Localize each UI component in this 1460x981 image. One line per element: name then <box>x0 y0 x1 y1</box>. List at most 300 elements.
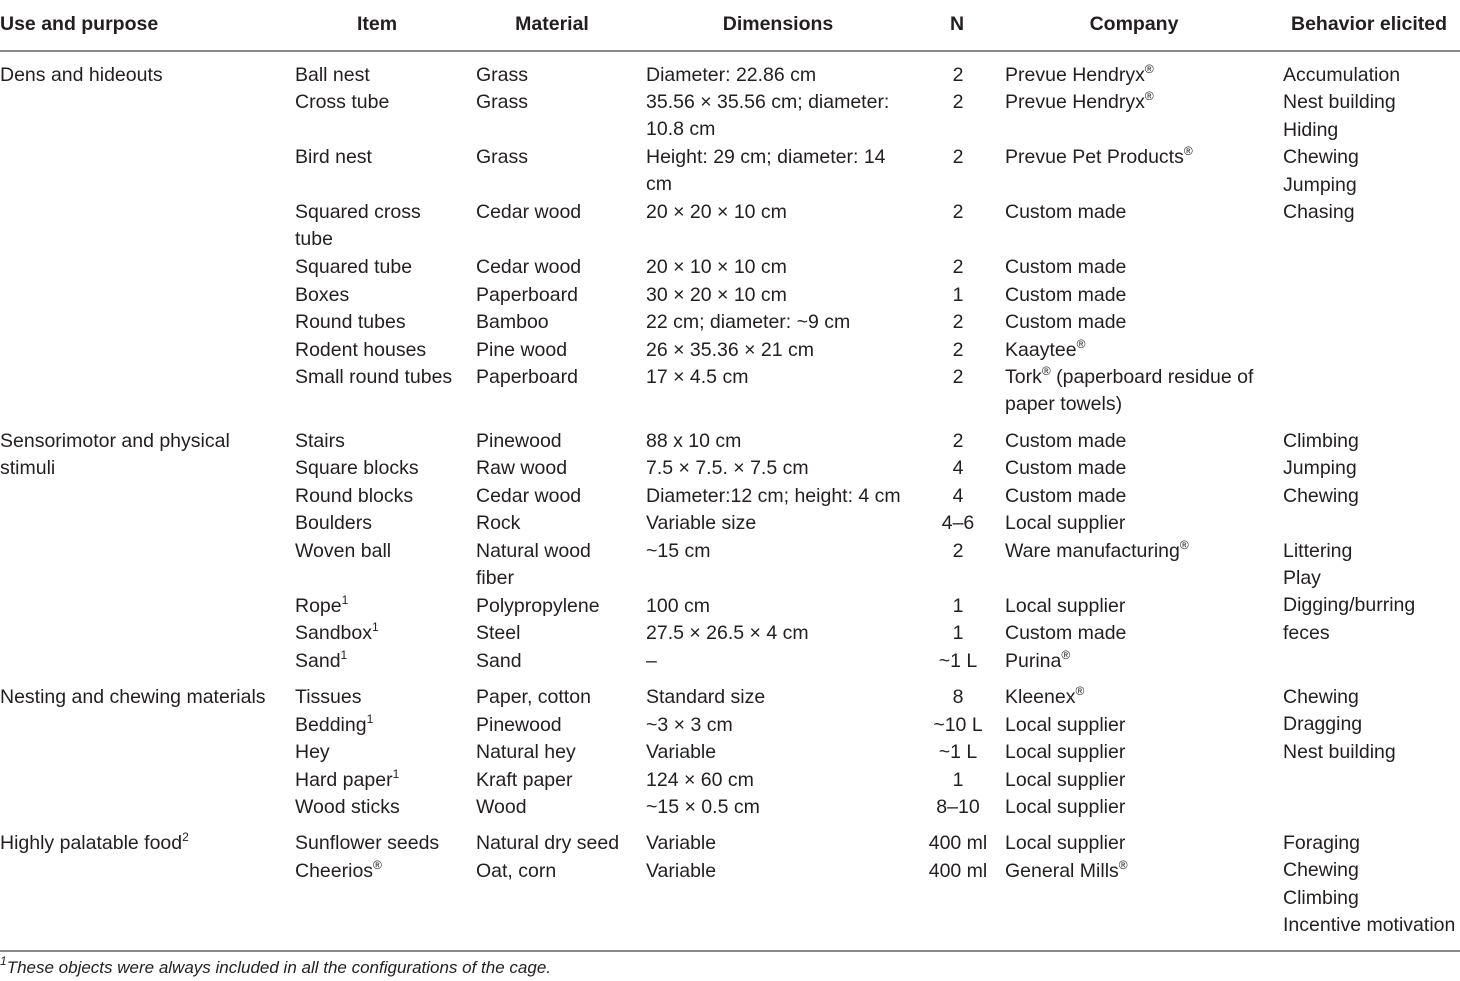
behavior-cell-text: Chewing <box>1283 484 1359 507</box>
category-cell-text: Sensorimotor and physical <box>0 430 230 452</box>
material-cell <box>476 648 522 675</box>
material-cell <box>476 364 578 391</box>
n-cell-text: 2 <box>952 339 964 361</box>
material-cell-text: Paperboard <box>476 366 578 388</box>
material-cell-text: Natural wood <box>476 540 591 562</box>
material-cell <box>476 767 572 794</box>
company-cell-text: Local supplier <box>1005 512 1126 534</box>
behavior-cell-text: Climbing <box>1283 886 1359 909</box>
material-cell-text: Wood <box>476 796 527 818</box>
company-cell-text: Custom made <box>1005 256 1127 278</box>
behavior-cell <box>1283 172 1357 199</box>
material-cell-text: Cedar wood <box>476 256 582 278</box>
top-rule <box>0 50 1460 52</box>
material-cell <box>476 565 514 592</box>
material-cell-text: Rock <box>476 512 521 534</box>
material-cell-text: Cedar wood <box>476 201 582 223</box>
n-cell-text: 2 <box>952 366 964 388</box>
material-cell-text: Polypropylene <box>476 595 600 617</box>
company-cell-text: Prevue Pet Products <box>1005 146 1184 168</box>
item-cell <box>295 144 372 171</box>
behavior-cell-text: Play <box>1283 567 1321 589</box>
item-cell <box>295 712 373 739</box>
company-cell <box>1005 620 1126 647</box>
company-cell-text: Custom made <box>1005 311 1127 333</box>
item-cell-text: Bedding <box>295 714 367 736</box>
behavior-cell <box>1283 455 1357 482</box>
behavior-cell <box>1283 857 1359 884</box>
header-item: Item <box>356 13 398 35</box>
item-cell-superscript: 1 <box>340 648 348 662</box>
behavior-cell <box>1283 117 1338 144</box>
item-cell-text: Wood sticks <box>295 796 400 818</box>
item-cell <box>295 858 382 885</box>
material-cell-text: Kraft paper <box>476 769 573 791</box>
n-cell <box>953 89 964 116</box>
behavior-cell <box>1283 199 1355 226</box>
company-cell <box>1005 858 1128 885</box>
company-cell <box>1005 337 1085 364</box>
company-cell-superscript: ® <box>1118 858 1128 872</box>
behavior-cell-text: Chewing <box>1283 146 1359 169</box>
item-cell <box>295 648 347 675</box>
company-cell <box>1005 684 1084 711</box>
item-cell <box>295 510 372 537</box>
company-cell-text: Kaaytee <box>1005 339 1077 361</box>
item-cell-superscript: 1 <box>392 767 400 781</box>
company-cell-text: Custom made <box>1005 430 1127 452</box>
material-cell <box>476 739 576 766</box>
item-cell-text: Cheerios <box>295 860 374 882</box>
behavior-cell-text: Foraging <box>1283 832 1360 854</box>
footnote <box>0 954 552 978</box>
dimensions-cell-text: Variable size <box>646 512 757 534</box>
behavior-cell-text: feces <box>1283 621 1330 644</box>
company-cell-text: Prevue Hendryx <box>1005 64 1145 86</box>
company-cell-superscript: ® <box>1041 364 1051 378</box>
dimensions-cell <box>646 428 741 455</box>
material-cell-text: Pinewood <box>476 430 562 452</box>
dimensions-cell-text: 100 cm <box>646 595 710 617</box>
behavior-cell-text: Chewing <box>1283 686 1359 708</box>
n-cell-text: 1 <box>952 769 964 791</box>
item-cell-text: Sand <box>295 650 341 672</box>
n-cell <box>953 483 964 510</box>
header-dimensions: Dimensions <box>722 13 834 35</box>
behavior-cell <box>1283 684 1359 711</box>
material-cell <box>476 794 527 821</box>
company-cell-text: paper towels) <box>1005 393 1123 416</box>
item-cell <box>295 309 406 336</box>
material-cell-text: Grass <box>476 64 529 86</box>
company-cell-text: Local supplier <box>1005 714 1126 736</box>
dimensions-cell <box>646 648 657 675</box>
n-cell-text: ~1 L <box>938 650 978 672</box>
item-cell <box>295 684 361 711</box>
n-cell-text: ~10 L <box>933 714 983 736</box>
company-cell-text: Custom made <box>1005 485 1127 507</box>
item-cell-text: Square blocks <box>295 457 419 479</box>
n-cell <box>953 337 964 364</box>
dimensions-cell <box>646 144 886 171</box>
behavior-cell-text: Jumping <box>1283 173 1357 196</box>
dimensions-cell <box>646 858 716 885</box>
item-cell <box>295 483 413 510</box>
n-cell <box>953 364 964 391</box>
dimensions-cell-text: Diameter: 22.86 cm <box>646 64 817 86</box>
behavior-cell <box>1283 620 1330 647</box>
n-cell-text: 4–6 <box>941 512 975 534</box>
item-cell <box>295 455 419 482</box>
company-cell <box>1005 794 1125 821</box>
material-cell-text: Oat, corn <box>476 860 557 882</box>
material-cell-text: Cedar wood <box>476 485 582 507</box>
item-cell-text: Squared tube <box>295 256 413 278</box>
item-cell <box>295 89 389 116</box>
dimensions-cell <box>646 767 754 794</box>
company-cell <box>1005 391 1122 418</box>
item-cell <box>295 428 345 455</box>
material-cell-text: Pine wood <box>476 339 568 361</box>
item-cell <box>295 254 412 281</box>
dimensions-cell <box>646 116 715 143</box>
n-cell-text: 2 <box>952 256 964 278</box>
header-company: Company <box>1089 13 1179 35</box>
dimensions-cell-text: Variable <box>646 860 717 882</box>
item-cell-text: Ball nest <box>295 64 370 86</box>
item-cell <box>295 538 391 565</box>
material-cell <box>476 684 591 711</box>
dimensions-cell-text: Standard size <box>646 686 766 708</box>
n-cell-text: 2 <box>952 91 964 113</box>
dimensions-cell <box>646 538 711 565</box>
dimensions-cell <box>646 171 672 198</box>
item-cell-text: Tissues <box>295 686 362 708</box>
item-cell <box>295 199 421 226</box>
company-cell <box>1005 510 1125 537</box>
material-cell-text: Pinewood <box>476 714 562 736</box>
dimensions-cell-text: 124 × 60 cm <box>646 769 754 791</box>
company-cell-text: Custom made <box>1005 622 1127 644</box>
n-cell-text: 1 <box>952 284 964 306</box>
n-cell <box>953 282 964 309</box>
n-cell-text: 2 <box>952 430 964 452</box>
n-cell <box>942 510 975 537</box>
company-cell <box>1005 538 1189 565</box>
company-cell <box>1005 199 1126 226</box>
n-cell <box>929 830 988 857</box>
n-cell <box>929 858 988 885</box>
behavior-cell <box>1283 885 1359 912</box>
behavior-cell-text: Dragging <box>1283 713 1363 736</box>
item-cell-text: Sunflower seeds <box>295 832 440 854</box>
material-cell-text: Paperboard <box>476 284 578 306</box>
item-cell-text: Hey <box>295 741 330 763</box>
item-cell <box>295 739 330 766</box>
behavior-cell <box>1283 144 1359 171</box>
n-cell-text: 2 <box>952 64 964 86</box>
behavior-cell-text: Nest building <box>1283 740 1396 763</box>
n-cell <box>953 684 964 711</box>
material-cell-text: Grass <box>476 146 529 168</box>
company-cell <box>1005 282 1126 309</box>
company-cell-text: Local supplier <box>1005 769 1126 791</box>
dimensions-cell-text: 20 × 10 × 10 cm <box>646 256 787 278</box>
dimensions-cell-text: 26 × 35.36 × 21 cm <box>646 339 815 361</box>
n-cell <box>953 144 964 171</box>
material-cell <box>476 62 528 89</box>
header-behavior-elicited: Behavior elicited <box>1291 13 1448 35</box>
n-cell <box>939 648 978 675</box>
behavior-cell <box>1283 565 1321 592</box>
dimensions-cell-text: 10.8 cm <box>646 118 716 141</box>
company-cell <box>1005 830 1125 857</box>
company-cell-superscript: ® <box>1179 538 1189 552</box>
dimensions-cell <box>646 830 716 857</box>
company-cell-superscript: ® <box>1075 684 1085 698</box>
behavior-cell <box>1283 912 1455 939</box>
material-cell <box>476 428 562 455</box>
company-cell-text: General Mills <box>1005 860 1119 882</box>
n-cell <box>953 538 964 565</box>
category-cell <box>0 62 163 89</box>
behavior-cell <box>1283 739 1396 766</box>
n-cell <box>939 739 978 766</box>
n-cell <box>933 712 982 739</box>
behavior-cell <box>1283 89 1396 116</box>
category-cell-text: Dens and hideouts <box>0 64 163 86</box>
company-cell <box>1005 62 1154 89</box>
material-cell <box>476 337 567 364</box>
material-cell-text: Bamboo <box>476 311 549 333</box>
material-cell <box>476 593 600 620</box>
n-cell-text: 8 <box>952 686 964 708</box>
n-cell <box>953 767 964 794</box>
company-cell-superscript: ® <box>1183 144 1193 158</box>
item-cell <box>295 337 426 364</box>
dimensions-cell <box>646 62 816 89</box>
company-cell-text: Local supplier <box>1005 595 1126 617</box>
n-cell <box>953 455 964 482</box>
company-cell <box>1005 254 1126 281</box>
dimensions-cell-text: 17 × 4.5 cm <box>646 366 749 388</box>
company-cell <box>1005 144 1193 171</box>
company-cell-text: Local supplier <box>1005 741 1126 763</box>
category-cell-text: Nesting and chewing materials <box>0 686 266 708</box>
dimensions-cell <box>646 89 889 116</box>
item-cell-text: Round blocks <box>295 485 414 507</box>
header-use-and-purpose: Use and purpose <box>0 13 159 35</box>
dimensions-cell-text: 88 x 10 cm <box>646 430 742 452</box>
dimensions-cell <box>646 309 850 336</box>
item-cell <box>295 226 333 253</box>
item-cell-superscript: 1 <box>341 593 349 607</box>
category-cell <box>0 684 266 711</box>
behavior-cell-text: Chewing <box>1283 859 1359 882</box>
bottom-rule <box>0 950 1460 952</box>
behavior-cell-text: Hiding <box>1283 118 1339 141</box>
n-cell-text: 2 <box>952 146 964 168</box>
n-cell-text: 400 ml <box>928 832 988 854</box>
n-cell-text: 1 <box>952 622 964 644</box>
n-cell <box>953 254 964 281</box>
dimensions-cell-text: Variable <box>646 832 717 854</box>
dimensions-cell-text: ~15 cm <box>646 540 711 562</box>
company-cell-text: Custom made <box>1005 201 1127 223</box>
material-cell <box>476 282 578 309</box>
item-cell <box>295 364 452 391</box>
n-cell <box>953 593 964 620</box>
behavior-cell <box>1283 62 1400 89</box>
dimensions-cell <box>646 510 756 537</box>
dimensions-cell-text: Variable <box>646 741 717 763</box>
company-cell <box>1005 712 1125 739</box>
company-cell-superscript: ® <box>1076 337 1086 351</box>
item-cell-text: Squared cross <box>295 201 421 223</box>
dimensions-cell <box>646 712 733 739</box>
behavior-cell-text: Climbing <box>1283 430 1359 452</box>
material-cell <box>476 483 581 510</box>
company-cell <box>1005 364 1253 391</box>
behavior-cell-text: Digging/burring <box>1283 594 1416 617</box>
dimensions-cell-text: cm <box>646 173 672 196</box>
material-cell <box>476 89 528 116</box>
material-cell-text: Sand <box>476 650 522 672</box>
material-cell <box>476 538 591 565</box>
item-cell <box>295 620 379 647</box>
company-cell-superscript: ® <box>1144 89 1154 103</box>
company-cell-text: Custom made <box>1005 457 1127 479</box>
item-cell-text: Woven ball <box>295 540 392 562</box>
behavior-cell <box>1283 483 1359 510</box>
n-cell-text: 1 <box>952 595 964 617</box>
item-cell <box>295 282 349 309</box>
item-cell-superscript: 1 <box>366 712 374 726</box>
material-cell-text: Natural hey <box>476 741 576 763</box>
company-cell-text: Kleenex <box>1005 686 1076 708</box>
dimensions-cell-text: ~3 × 3 cm <box>646 714 733 736</box>
company-cell <box>1005 483 1126 510</box>
company-cell-continued: (paperboard residue of <box>1050 366 1254 388</box>
material-cell-text: Raw wood <box>476 457 568 479</box>
dimensions-cell <box>646 337 814 364</box>
item-cell-superscript: 1 <box>371 620 379 634</box>
n-cell-text: ~1 L <box>938 741 978 763</box>
category-cell-text: stimuli <box>0 457 56 480</box>
company-cell <box>1005 739 1125 766</box>
category-cell-superscript: 2 <box>182 830 189 844</box>
dimensions-cell <box>646 483 901 510</box>
dimensions-cell <box>646 254 787 281</box>
dimensions-cell-text: – <box>646 650 657 672</box>
item-cell <box>295 794 400 821</box>
n-cell-text: 2 <box>952 311 964 333</box>
behavior-cell-text: Incentive motivation <box>1283 914 1456 937</box>
dimensions-cell <box>646 620 809 647</box>
item-cell-text: Hard paper <box>295 769 393 791</box>
material-cell <box>476 309 549 336</box>
behavior-cell <box>1283 538 1352 565</box>
dimensions-cell <box>646 794 760 821</box>
company-cell <box>1005 455 1126 482</box>
behavior-cell <box>1283 592 1415 619</box>
item-cell-text: tube <box>295 228 333 251</box>
dimensions-cell-text: ~15 × 0.5 cm <box>646 796 760 818</box>
item-cell-text: Round tubes <box>295 311 406 333</box>
n-cell <box>953 62 964 89</box>
material-cell <box>476 199 581 226</box>
n-cell-text: 8–10 <box>936 796 980 818</box>
company-cell <box>1005 309 1126 336</box>
n-cell <box>936 794 979 821</box>
dimensions-cell-text: 7.5 × 7.5. × 7.5 cm <box>646 457 809 479</box>
behavior-cell <box>1283 428 1359 455</box>
material-cell-text: Natural dry seed <box>476 832 620 854</box>
n-cell-text: 2 <box>952 540 964 562</box>
material-cell <box>476 858 556 885</box>
company-cell-text: Prevue Hendryx <box>1005 91 1145 113</box>
dimensions-cell <box>646 684 765 711</box>
item-cell <box>295 62 370 89</box>
dimensions-cell-text: 27.5 × 26.5 × 4 cm <box>646 622 809 644</box>
item-cell-text: Rodent houses <box>295 339 427 361</box>
material-cell-text: fiber <box>476 567 514 590</box>
item-cell-text: Rope <box>295 595 342 617</box>
material-cell <box>476 254 581 281</box>
company-cell-text: Ware manufacturing <box>1005 540 1180 562</box>
material-cell <box>476 455 567 482</box>
dimensions-cell-text: 35.56 × 35.56 cm; diameter: <box>646 91 890 113</box>
dimensions-cell-text: Diameter:12 cm; height: 4 cm <box>646 485 901 507</box>
company-cell-text: Local supplier <box>1005 832 1126 854</box>
company-cell-text: Purina <box>1005 650 1062 672</box>
n-cell <box>953 620 964 647</box>
item-cell <box>295 593 348 620</box>
material-cell <box>476 144 528 171</box>
item-cell-text: Bird nest <box>295 146 372 168</box>
behavior-cell <box>1283 830 1360 857</box>
item-cell-text: Boulders <box>295 512 372 534</box>
company-cell-text: Tork <box>1005 366 1042 388</box>
behavior-cell-text: Nest building <box>1283 91 1396 114</box>
company-cell <box>1005 89 1154 116</box>
category-cell <box>0 428 230 455</box>
behavior-cell-text: Jumping <box>1283 457 1357 480</box>
item-cell <box>295 830 439 857</box>
material-cell-text: Paper, cotton <box>476 686 591 708</box>
material-cell-text: Steel <box>476 622 521 644</box>
company-cell <box>1005 767 1125 794</box>
n-cell-text: 400 ml <box>928 860 988 882</box>
n-cell-text: 2 <box>952 201 964 223</box>
n-cell <box>953 309 964 336</box>
category-cell-text: Highly palatable food <box>0 832 183 854</box>
dimensions-cell <box>646 593 710 620</box>
category-cell <box>0 455 55 482</box>
n-cell-text: 4 <box>952 485 964 507</box>
material-cell-text: Grass <box>476 91 529 113</box>
header-material: Material <box>515 13 589 35</box>
item-cell-superscript: ® <box>373 858 382 872</box>
dimensions-cell <box>646 739 716 766</box>
item-cell-text: Stairs <box>295 430 345 452</box>
behavior-cell-text: Chasing <box>1283 201 1355 223</box>
dimensions-cell <box>646 364 748 391</box>
dimensions-cell <box>646 455 809 482</box>
company-cell <box>1005 428 1126 455</box>
item-cell <box>295 767 399 794</box>
material-cell <box>476 830 619 857</box>
